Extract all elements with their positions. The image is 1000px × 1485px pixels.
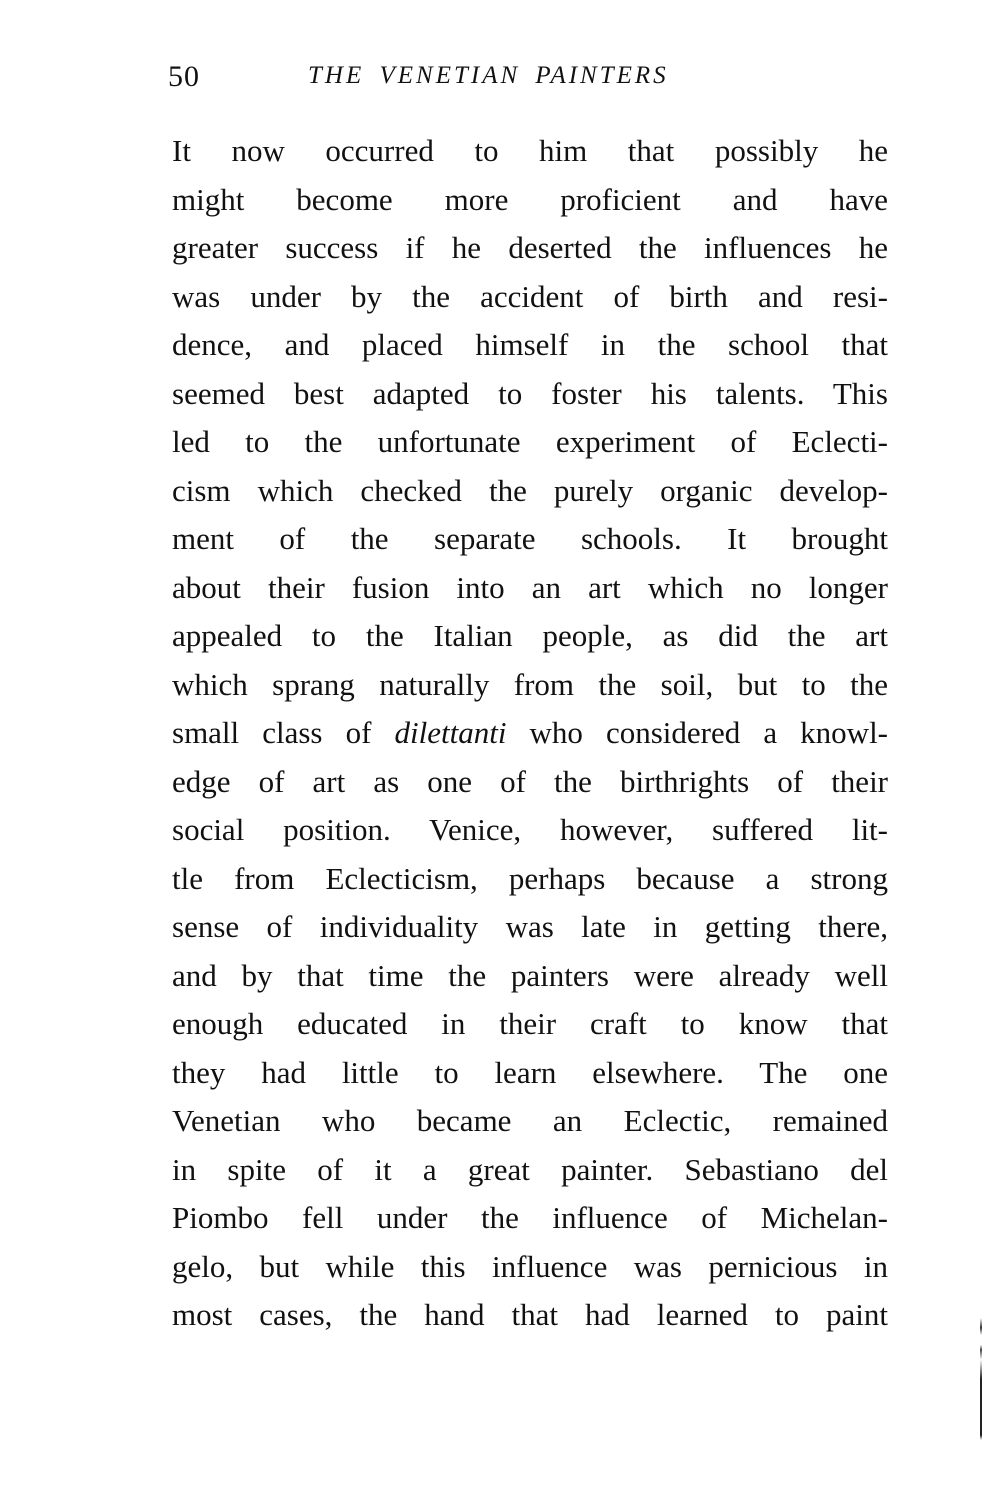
- text-line: dence, and placed himself in the school that: [172, 327, 888, 362]
- text-line: Venetian who became an Eclectic, remained: [172, 1103, 888, 1138]
- text-line: about their fusion into an art which no longer: [172, 569, 888, 605]
- text-line: they had little to learn elsewhere. The one: [172, 1054, 888, 1090]
- text-line: greater success if he deserted the influences he: [172, 230, 888, 265]
- text-line-with-italic: [172, 709, 888, 758]
- text-line: might become more proficient and have: [172, 181, 888, 217]
- text-line: and by that time the painters were already well: [172, 957, 888, 993]
- text-line: most cases, the hand that had learned to paint: [172, 1297, 888, 1332]
- text-segment: small class of: [172, 715, 395, 750]
- text-line: social position. Venice, however, suffered lit-: [172, 812, 888, 847]
- text-line: led to the unfortunate experiment of Eclecti-: [172, 424, 888, 459]
- text-line: edge of art as one of the birthrights of their: [172, 763, 888, 799]
- text-line: Piombo fell under the influence of Michelan-: [172, 1200, 888, 1235]
- text-line: ment of the separate schools. It brought: [172, 521, 888, 556]
- text-line: gelo, but while this influence was pernicious in: [172, 1248, 888, 1284]
- running-title: THE VENETIAN PAINTERS: [308, 62, 669, 89]
- page-number: 50: [168, 60, 200, 93]
- text-line: was under by the accident of birth and resi-: [172, 278, 888, 314]
- text-line: tle from Eclecticism, perhaps because a strong: [172, 860, 888, 896]
- text-line: appealed to the Italian people, as did the art: [172, 618, 888, 653]
- scan-edge-mark: [980, 1318, 982, 1440]
- body-text: [172, 127, 888, 1340]
- text-line: in spite of it a great painter. Sebastiano del: [172, 1151, 888, 1187]
- running-head: [168, 60, 888, 100]
- text-line: enough educated in their craft to know that: [172, 1006, 888, 1041]
- text-line: sense of individuality was late in getting there,: [172, 909, 888, 944]
- text-segment: who considered a knowl-: [506, 715, 889, 750]
- text-line: It now occurred to him that possibly he: [172, 133, 888, 168]
- italic-term: dilettanti: [394, 715, 507, 750]
- text-line: seemed best adapted to foster his talents. This: [172, 375, 888, 411]
- text-line: which sprang naturally from the soil, but to the: [172, 666, 888, 702]
- text-line: cism which checked the purely organic develop-: [172, 472, 888, 508]
